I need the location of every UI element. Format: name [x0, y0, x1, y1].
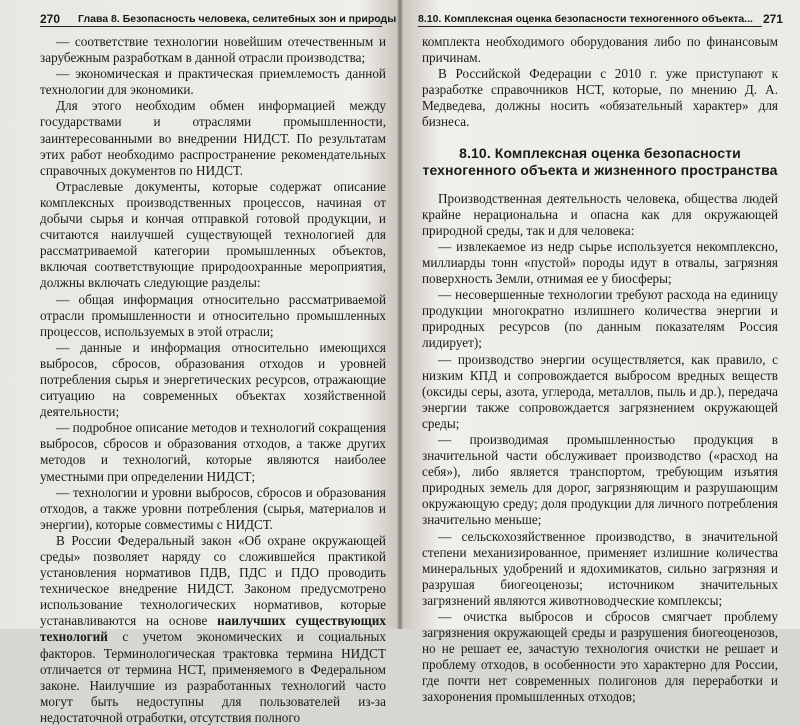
left-page	[0, 0, 400, 725]
paragraph: Отраслевые документы, которые содержат описание комплексных производственных процессов, начиная от добычи сырья и кончая отправкой готовой продукции, и считаются наилучшей существующей технологией для рассматриваемой категории промышленных объектов, включая соответствующие природоохранные мероприятия, должны включать следующие разделы:	[40, 178, 386, 291]
paragraph: — сельскохозяйственное производство, в значительной степени механизированное, применяет излишние количества минеральных удобрений и ядохимикатов, сильно загрязняя и разрушая биогеоценозы; источником значительных загрязнений являются животноводческие комплексы;	[422, 528, 778, 608]
paragraph	[40, 533, 386, 726]
section-heading: 8.10. Комплексная оценка безопасности техногенного объекта и жизненного пространства	[422, 144, 778, 178]
paragraph: — производство энергии осуществляется, как правило, с низким КПД и сопровождается выбросом вредных веществ (оксиды серы, азота, углерода, металлов, пыль и др.), передача энергии также сопровождается загрязнением окружающей среды;	[422, 351, 778, 431]
right-running-title: 8.10. Комплексная оценка безопасности техногенного объекта...	[418, 13, 753, 25]
law-text-continued: с учетом экономических и социальных факторов. Терминологическая трактовка термина НИДСТ отличается от термина НСТ, применяемого в Федеральном законе. Наилучшие из разработанных технологий часто могут быть недоступны для пользователей из-за недостаточной отработки, отсутствия полного	[40, 629, 386, 725]
right-running-head	[418, 6, 783, 27]
paragraph: — несовершенные технологии требуют расхода на единицу продукции многократно излишнего количества энергии и природных ресурсов (по данным показателям Россия лидирует);	[422, 287, 778, 351]
paragraph: — экономическая и практическая приемлемость данной технологии для экономики.	[40, 66, 386, 98]
left-running-title: Глава 8. Безопасность человека, селитебных зон и природы	[78, 13, 397, 25]
paragraph: — подробное описание методов и технологий сокращения выбросов, сбросов и образования отходов, а также других методов и технологий, которые являются наиболее уместными при определении НИДСТ;	[40, 420, 386, 484]
paragraph: В Российской Федерации с 2010 г. уже приступают к разработке справочников НСТ, которые, по мнению Д. А. Медведева, должны носить «обязательный характер» для бизнеса.	[422, 66, 778, 130]
paragraph: — соответствие технологии новейшим отечественным и зарубежным разработкам в данной отрасли производства;	[40, 34, 386, 66]
right-page-number: 271	[762, 12, 783, 26]
paragraph: Для этого необходим обмен информацией между государствами и отраслями промышленности, заинтересованными во внедрении НИДСТ. По результатам этих работ необходимо распространение рекомендательных справочных документов по НИДСТ.	[40, 98, 386, 178]
paragraph: — производимая промышленностью продукция в значительной части обслуживает производство («расход на себя»), либо является транспортом, требующим изъятия природных земель для дорог, загрязняющим и разрушающим окружающую среду; доля продукции для личного потребления значительно меньше;	[422, 431, 778, 528]
left-page-number: 270	[40, 12, 61, 26]
paragraph: — очистка выбросов и сбросов смягчает проблему загрязнения окружающей среды и разрушения биогеоценозов, но не решает ее, зачастую технология очистки не решает и проблему отходов, в особенности это характерно для России, где почти нет современных полигонов для переработки и захоронения промышленных отходов;	[422, 609, 778, 705]
paragraph: — общая информация относительно рассматриваемой отрасли промышленности и относительно промышленных процессов, используемых в этой отрасли;	[40, 291, 386, 339]
paragraph: — извлекаемое из недр сырье используется некомплексно, миллиарды тонн «пустой» породы идут в отвалы, загрязняя поверхность Земли, отнимая ее у биосферы;	[422, 238, 778, 287]
bold-term: наилучших существующих технологий	[40, 613, 386, 645]
left-running-head	[40, 6, 397, 27]
right-page	[400, 0, 800, 705]
paragraph: Производственная деятельность человека, общества людей крайне нерациональна и опасна как для окружающей природной среды, так и для человека:	[422, 190, 778, 238]
paragraph: — данные и информация относительно имеющихся выбросов, сбросов, образования отходов и уровней потребления сырья и энергетических ресурсов, отражающие ситуацию на современных объектах хозяйственной деятельности;	[40, 339, 386, 420]
law-text: В России Федеральный закон «Об охране окружающей среды» позволяет наряду со сложившейся практикой установления нормативов ПДВ, ПДС и ПДО проводить техническое внедрение НИДСТ. Законом предусмотрено использование технологических нормативов, которые устанавливаются на основе	[40, 532, 386, 629]
right-body-text	[422, 34, 778, 706]
paragraph: комплекта необходимого оборудования либо по финансовым причинам.	[422, 34, 778, 66]
left-body-text	[40, 34, 386, 726]
paragraph: — технологии и уровни выбросов, сбросов и образования отходов, а также уровни потребления (сырья, материалов и энергии), которые совместимы с НИДСТ.	[40, 484, 386, 532]
